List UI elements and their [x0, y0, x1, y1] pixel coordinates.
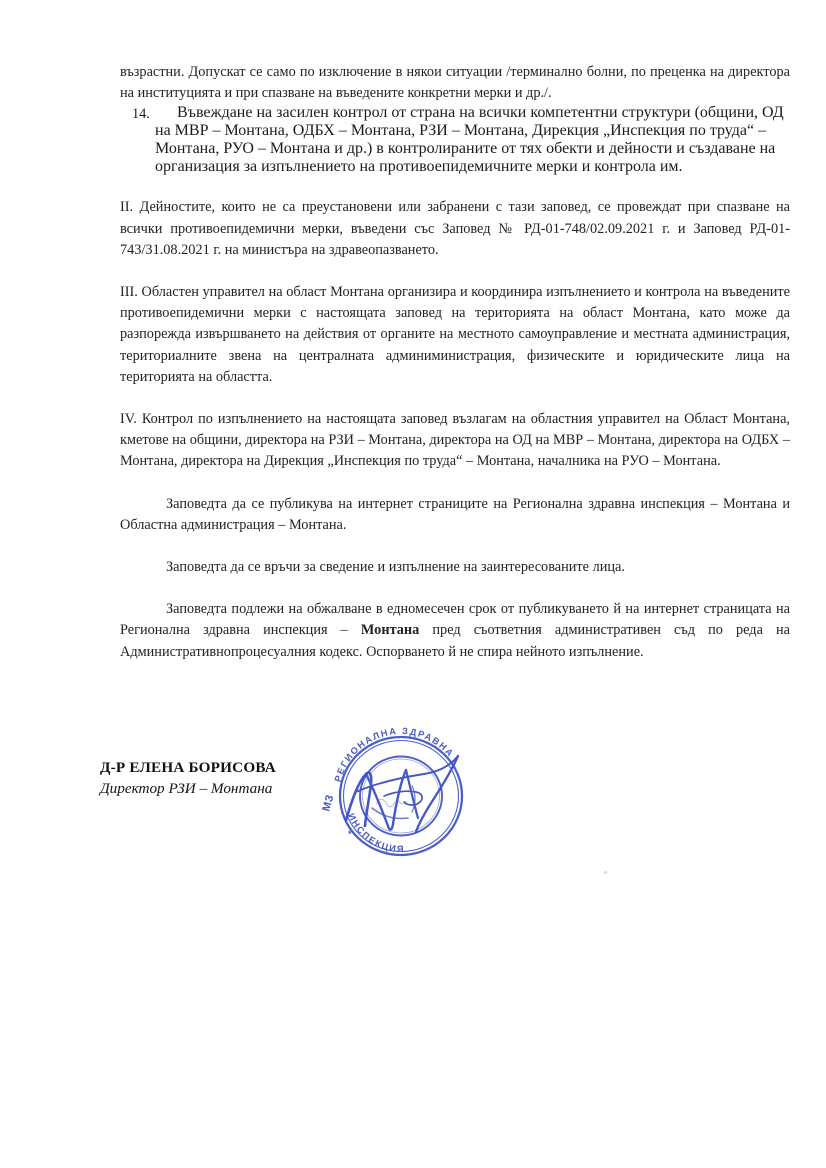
- scan-artifact-speck: [604, 871, 607, 874]
- paragraph-spacer: [120, 578, 790, 599]
- document-body: [120, 62, 790, 663]
- signature-block: [100, 758, 520, 800]
- section-iii-paragraph: III. Областен управител на област Монтана организира и координира изпълнението и контрола на въведените противоепидемични мерки с настоящата заповед на територията на област Монтана, като може да разпорежда извършването на действия от органите на местното самоуправление и местната администрация, териториалните звена на централната админиминистрация, физическите и юридическите лица на територията на областта.: [120, 284, 790, 385]
- paragraph-spacer: [120, 536, 790, 557]
- svg-text:РЕГИОНАЛНА ЗДРАВНА: РЕГИОНАЛНА ЗДРАВНА: [332, 725, 457, 784]
- appeal-text-part2: пред съответния административен съд по реда на Административнопроцесуалния кодекс. Оспорването й не спира нейното изпълнение.: [120, 622, 790, 660]
- svg-text:МЗ: МЗ: [320, 793, 337, 813]
- paragraph-continued: възрастни. Допускат се само по изключение в някои ситуации /терминално болни, по преценка на директора на институцията и при спазване на въведените конкретни мерки и др./.: [120, 64, 790, 102]
- appeal-text-part1: Заповедта подлежи на обжалване в едномесечен срок от публикуването й на интернет страницата на Регионална здравна инспекция –: [120, 601, 790, 639]
- svg-text:*: *: [348, 829, 352, 839]
- section-ii-paragraph: II. Дейностите, които не са преустановени или забранени с тази заповед, се провеждат при спазване на всички противоепидемични мерки, въведени със Заповед № РД-01-748/02.09.2021 г. и Заповед РД-01-743/31.08.2021 г. на министъра на здравеопазването.: [120, 199, 790, 258]
- list-item-marker: 14.: [132, 106, 150, 123]
- signatory-name: Д-Р ЕЛЕНА БОРИСОВА: [100, 759, 276, 776]
- paragraph-spacer: [120, 473, 790, 494]
- numbered-list-item-14: [120, 104, 790, 176]
- appeal-text-emphasis: Монтана: [360, 622, 420, 639]
- svg-text:ИНСПЕКЦИЯ: ИНСПЕКЦИЯ: [346, 811, 406, 855]
- list-item-text: Въвеждане на засилен контрол от страна на всички компетентни структури (общини, ОД на МВР – Монтана, ОДБХ – Монтана, РЗИ – Монтана, Дирекция „Инспекция по труда“ – Монтана, РУО – Монтана и др.) в контролираните от тях обекти и дейности и създаване на организация за изпълнението на противоепидемичните мерки и контрола им.: [155, 104, 784, 176]
- signatory-title: Директор РЗИ – Монтана: [100, 780, 273, 797]
- section-iv-paragraph: IV. Контрол по изпълнението на настоящата заповед възлагам на областния управител на Област Монтана, кметове на общини, директора на РЗИ – Монтана, директора на ОД на МВР – Монтана, директора на ОДБХ – Монтана, директора на Дирекция „Инспекция по труда“ – Монтана, началника на РУО – Монтана.: [120, 411, 790, 470]
- paragraph-spacer: [120, 388, 790, 409]
- paragraph-spacer: [120, 176, 790, 197]
- appeal-paragraph: [120, 599, 790, 663]
- paragraph-spacer: [120, 261, 790, 282]
- publish-paragraph: Заповедта да се публикува на интернет страниците на Регионална здравна инспекция – Монтана и Областна администрация – Монтана.: [120, 495, 790, 533]
- notice-paragraph: Заповедта да се връчи за сведение и изпълнение на заинтересованите лица.: [166, 559, 625, 576]
